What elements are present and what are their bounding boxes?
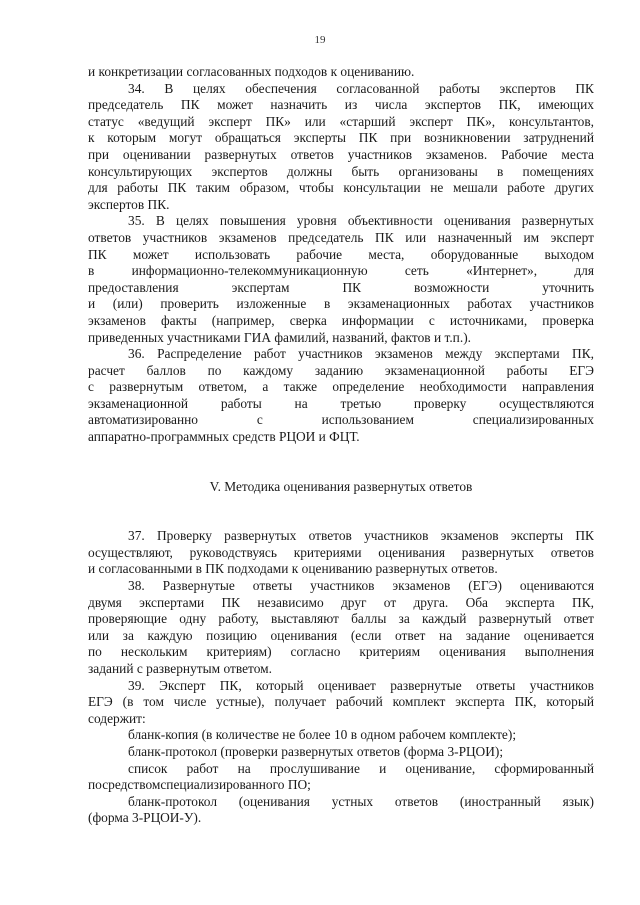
text-line: содержит: [88, 710, 146, 726]
text-line: и конкретизации согласованных подходов к оцениванию. [88, 64, 415, 79]
text-line: экзаменов факты (например, сверка информации с источниками, проверка [88, 312, 594, 328]
paragraph-p36 [88, 346, 594, 446]
text-line: 37. Проверку развернутых ответов участников экзаменов эксперты ПК [128, 528, 594, 544]
text-line: в информационно-телекоммуникационную сеть «Интернет», для [88, 263, 594, 279]
paragraph-p35 [88, 213, 594, 346]
text-line: 34. В целях обеспечения согласованной работы экспертов ПК [128, 80, 594, 96]
page-number: 19 [314, 34, 326, 46]
text-line: автоматизированно с использованием специализированных [88, 412, 594, 428]
text-line: бланк-протокол (проверки развернутых ответов (форма 3-РЦОИ); [128, 743, 504, 759]
text-line: к которым могут обращаться эксперты ПК при возникновении затруднений [88, 130, 594, 146]
text-line: ответов участников экзаменов председатель ПК или назначенный им эксперт [88, 229, 594, 245]
text-line: расчет баллов по каждому заданию экзаменационной работы ЕГЭ [88, 362, 594, 378]
text-line: бланк-протокол (оценивания устных ответов (иностранный язык) [128, 793, 594, 809]
section-iv-tail [88, 64, 594, 446]
text-line: 38. Развернутые ответы участников экзаменов (ЕГЭ) оцениваются [128, 578, 594, 594]
text-line: (форма 3-РЦОИ-У). [88, 810, 202, 826]
text-line: посредствомспециализированного ПО; [88, 777, 311, 793]
paragraph-p34 [88, 81, 594, 214]
text-line: или за каждую позицию оценивания (если ответ на задание оценивается [88, 627, 594, 643]
text-line: 35. В целях повышения уровня объективности оценивания развернутых [128, 213, 594, 229]
text-line: при оценивании развернутых ответов участников экзаменов. Рабочие места [88, 146, 594, 162]
paragraph-intro [88, 64, 594, 81]
paragraph-p38 [88, 578, 594, 678]
text-line: для работы ПК таким образом, чтобы консультации не мешали работе других [88, 180, 594, 196]
text-line: ЕГЭ (в том числе устные), получает рабочий комплект эксперта ПК, который [88, 694, 594, 710]
text-line: двумя экспертами ПК независимо друг от друга. Оба эксперта ПК, [88, 594, 594, 610]
text-line: проверяющие одну работу, выставляют баллы за каждый развернутый ответ [88, 611, 594, 627]
text-line: бланк-копия (в количестве не более 10 в одном рабочем комплекте); [128, 727, 517, 743]
text-line: председатель ПК может назначить из числа экспертов ПК, имеющих [88, 97, 594, 113]
text-line: 39. Эксперт ПК, который оценивает развернутые ответы участников [128, 677, 594, 693]
section-v [88, 528, 594, 827]
text-line: осуществляют, руководствуясь критериями оценивания развернутых ответов [88, 544, 594, 560]
text-line: консультирующих экспертов должны быть организованы в помещениях [88, 163, 594, 179]
paragraph-p37 [88, 528, 594, 578]
text-line: ПК может использовать рабочие места, оборудованные выходом [88, 246, 594, 262]
text-line: аппаратно-программных средств РЦОИ и ФЦТ. [88, 429, 360, 445]
text-line: список работ на прослушивание и оценивание, сформированный [128, 760, 594, 776]
text-line: 36. Распределение работ участников экзаменов между экспертами ПК, [128, 346, 594, 362]
text-line: и согласованными в ПК подходами к оцениванию развернутых ответов. [88, 561, 498, 577]
text-line: приведенных участниками ГИА фамилий, названий, фактов и т.п.). [88, 329, 471, 345]
text-line: и (или) проверить изложенные в экзаменационных работах участников [88, 296, 594, 312]
text-line: по нескольким критериям) согласно критериям оценивания выполнения [88, 644, 594, 660]
document-body [88, 64, 594, 827]
text-line: предоставления экспертам ПК возможности уточнить [88, 279, 594, 295]
paragraph-p39 [88, 678, 594, 827]
text-line: с развернутым ответом, а также определение необходимости направления [88, 379, 594, 395]
text-line: экспертов ПК. [88, 196, 170, 212]
text-line: заданий с развернутым ответом. [88, 661, 272, 676]
text-line: статус «ведущий эксперт ПК» или «старший эксперт ПК», консультантов, [88, 113, 594, 129]
text-line: экзаменационной работы на третью проверку осуществляются [88, 395, 594, 411]
section-heading: V. Методика оценивания развернутых ответов [209, 478, 473, 494]
